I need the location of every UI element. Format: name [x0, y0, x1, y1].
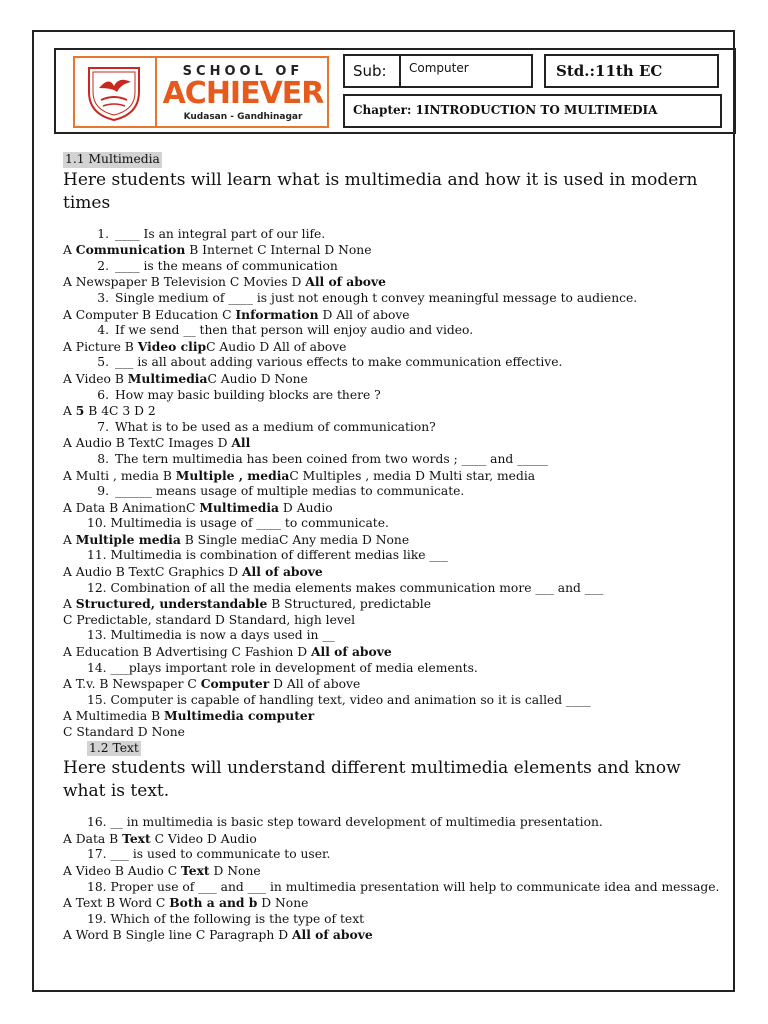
question: 6. How may basic building blocks are there ? [97, 387, 381, 402]
subject-box [343, 54, 533, 88]
answer-options: C Standard D None [63, 725, 185, 739]
answer-options: A Data B Text C Video D Audio [63, 830, 257, 846]
chapter-box [343, 94, 722, 128]
question: 18. Proper use of ___ and ___ in multimedia presentation will help to communicate idea and message. [87, 879, 720, 894]
answer-options: A Education B Advertising C Fashion D All of above [63, 644, 392, 660]
question: 7. What is to be used as a medium of communication? [97, 419, 436, 434]
question: 10. Multimedia is usage of ____ to communicate. [87, 516, 389, 531]
question: 14. ___plays important role in development of media elements. [87, 660, 478, 675]
question: 2. ____ is the means of communication [97, 258, 338, 273]
answer-options: A 5 B 4C 3 D 2 [63, 403, 156, 419]
answer-options: A Audio B TextC Images D All [63, 435, 251, 451]
answer-options: A Multimedia B Multimedia computer [63, 708, 315, 724]
answer-options: A Video B MultimediaC Audio D None [63, 370, 308, 386]
question: 16. __ in multimedia is basic step toward development of multimedia presentation. [87, 815, 603, 830]
section-intro: Here students will learn what is multimedia and how it is used in modern times [63, 169, 698, 213]
logo-top-text: SCHOOL OF [182, 64, 304, 79]
answer-options: A Communication B Internet C Internal D None [63, 242, 372, 258]
chapter-title: Chapter: 1INTRODUCTION TO MULTIMEDIA [353, 103, 658, 117]
answer-options: A Multi , media B Multiple , mediaC Multiples , media D Multi star, media [63, 467, 536, 483]
question: 3. Single medium of ____ is just not enough t convey meaningful message to audience. [97, 290, 638, 305]
standard-text: Std.:11th EC [556, 62, 663, 80]
answer-options: A Audio B TextC Graphics D All of above [63, 564, 323, 580]
question: 11. Multimedia is combination of different medias like ___ [87, 548, 448, 563]
subject-separator [399, 56, 401, 86]
standard-box [544, 54, 719, 88]
logo-sub-text: Kudasan - Gandhinagar [183, 112, 303, 122]
answer-options: A Newspaper B Television C Movies D All of above [63, 274, 386, 290]
logo-main-text: ACHIEVER [162, 76, 324, 111]
question: 5. ___ is all about adding various effects to make communication effective. [97, 355, 563, 370]
answer-options: A Structured, understandable B Structured, predictable [63, 596, 431, 612]
answer-options: A Picture B Video clipC Audio D All of above [63, 338, 347, 354]
question: 19. Which of the following is the type of text [87, 911, 365, 926]
section-label: 1.2 Text [89, 740, 139, 755]
question: 4. If we send __ then that person will enjoy audio and video. [97, 323, 474, 338]
section-label: 1.1 Multimedia [65, 152, 160, 166]
question: 9. ______ means usage of multiple medias to communicate. [97, 484, 465, 499]
school-emblem-icon [79, 62, 149, 124]
answer-options: A Video B Audio C Text D None [63, 862, 261, 878]
answer-options: A Text B Word C Both a and b D None [63, 895, 309, 911]
subject-label: Sub: [353, 62, 387, 80]
question: 17. ___ is used to communicate to user. [87, 847, 331, 862]
subject-value: Computer [409, 61, 469, 75]
question: 15. Computer is capable of handling text, video and animation so it is called ____ [87, 692, 591, 707]
question: 1. ____ Is an integral part of our life. [97, 226, 326, 241]
answer-options: A Data B AnimationC Multimedia D Audio [63, 499, 333, 515]
question: 8. The tern multimedia has been coined from two words ; ____ and _____ [97, 451, 548, 466]
logo-divider [155, 58, 157, 126]
answer-options: A Multiple media B Single mediaC Any media D None [63, 531, 410, 547]
answer-options: A Word B Single line C Paragraph D All of above [63, 927, 373, 943]
worksheet-content [63, 152, 723, 944]
answer-options: A Computer B Education C Information D All of above [63, 306, 410, 322]
school-logo [73, 56, 329, 128]
question: 12. Combination of all the media elements makes communication more ___ and ___ [87, 580, 604, 595]
question: 13. Multimedia is now a days used in __ [87, 628, 335, 643]
section-intro: Here students will understand different multimedia elements and know what is text. [63, 758, 681, 802]
answer-options: C Predictable, standard D Standard, high level [63, 612, 356, 627]
answer-options: A T.v. B Newspaper C Computer D All of above [63, 676, 361, 692]
